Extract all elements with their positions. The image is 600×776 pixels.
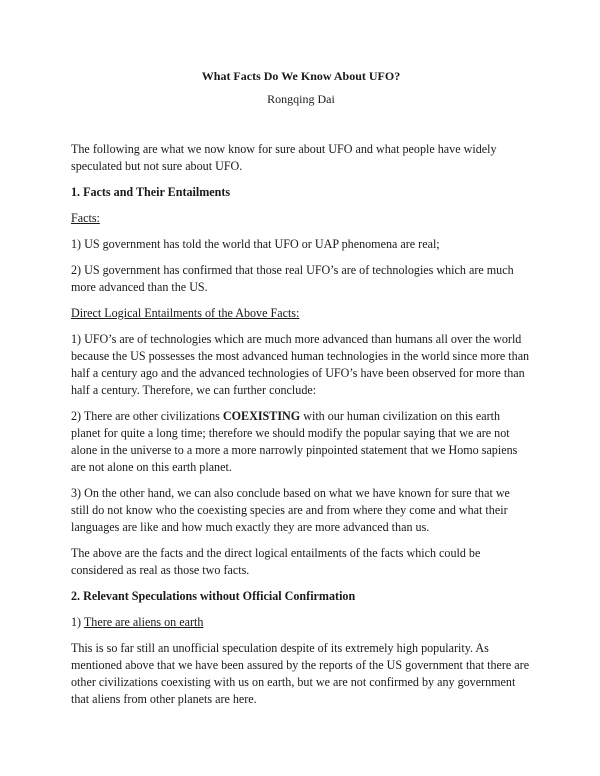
- document-title: What Facts Do We Know About UFO?: [201, 69, 401, 83]
- entailment-1: 1) UFO’s are of technologies which are much more advanced than humans all over the world because the US possesses the most advanced human technologies in the world since more than half a century ago and the advanced technologies of UFO’s have been observed for more than half a century. Therefore, we can further conclude:: [71, 332, 530, 397]
- closing-paragraph: The above are the facts and the direct logical entailments of the facts which could be considered as real as those two facts.: [71, 546, 481, 577]
- section-1-heading: 1. Facts and Their Entailments: [71, 185, 231, 199]
- facts-label-text: Facts:: [71, 211, 100, 225]
- document-author: Rongqing Dai: [267, 92, 335, 106]
- fact-1: 1) US government has told the world that UFO or UAP phenomena are real;: [71, 237, 440, 251]
- intro-paragraph: The following are what we now know for sure about UFO and what people have widely speculated but not sure about UFO.: [71, 142, 497, 173]
- entailment-2-end: with our human civilization on this earth planet for quite a long time; therefore we should modify the popular saying that we are not alone in the universe to a more a more narrowly pinpointed statement that we Homo sapiens are not alone on this earth planet.: [71, 409, 518, 474]
- facts-label: [71, 210, 531, 227]
- entailments-label-text: Direct Logical Entailments of the Above Facts:: [71, 306, 300, 320]
- subsection-1-number: 1): [71, 615, 84, 629]
- subsection-1-title: There are aliens on earth: [83, 615, 204, 629]
- entailment-2: [71, 408, 531, 476]
- entailment-2-emphasis: COEXISTING: [222, 409, 301, 423]
- subsection-1-heading: [71, 614, 531, 631]
- entailments-label: [71, 305, 531, 322]
- fact-2: 2) US government has confirmed that those real UFO’s are of technologies which are much more advanced than the US.: [71, 263, 514, 294]
- subsection-1-text: This is so far still an unofficial speculation despite of its extremely high popularity. As mentioned above that we have been assured by the reports of the US government that there are other civilizations coexisting with us on earth, but we are not confirmed by any government that aliens from other planets are here.: [71, 641, 530, 706]
- section-2-heading: 2. Relevant Speculations without Official Confirmation: [71, 589, 356, 603]
- entailment-2-start: 2) There are other civilizations: [71, 409, 223, 423]
- entailment-3: 3) On the other hand, we can also conclude based on what we have known for sure that we still do not know who the coexisting species are and from where they come and what their languages are like and how much exactly they are more advanced than us.: [71, 486, 510, 534]
- document-page: [71, 68, 531, 717]
